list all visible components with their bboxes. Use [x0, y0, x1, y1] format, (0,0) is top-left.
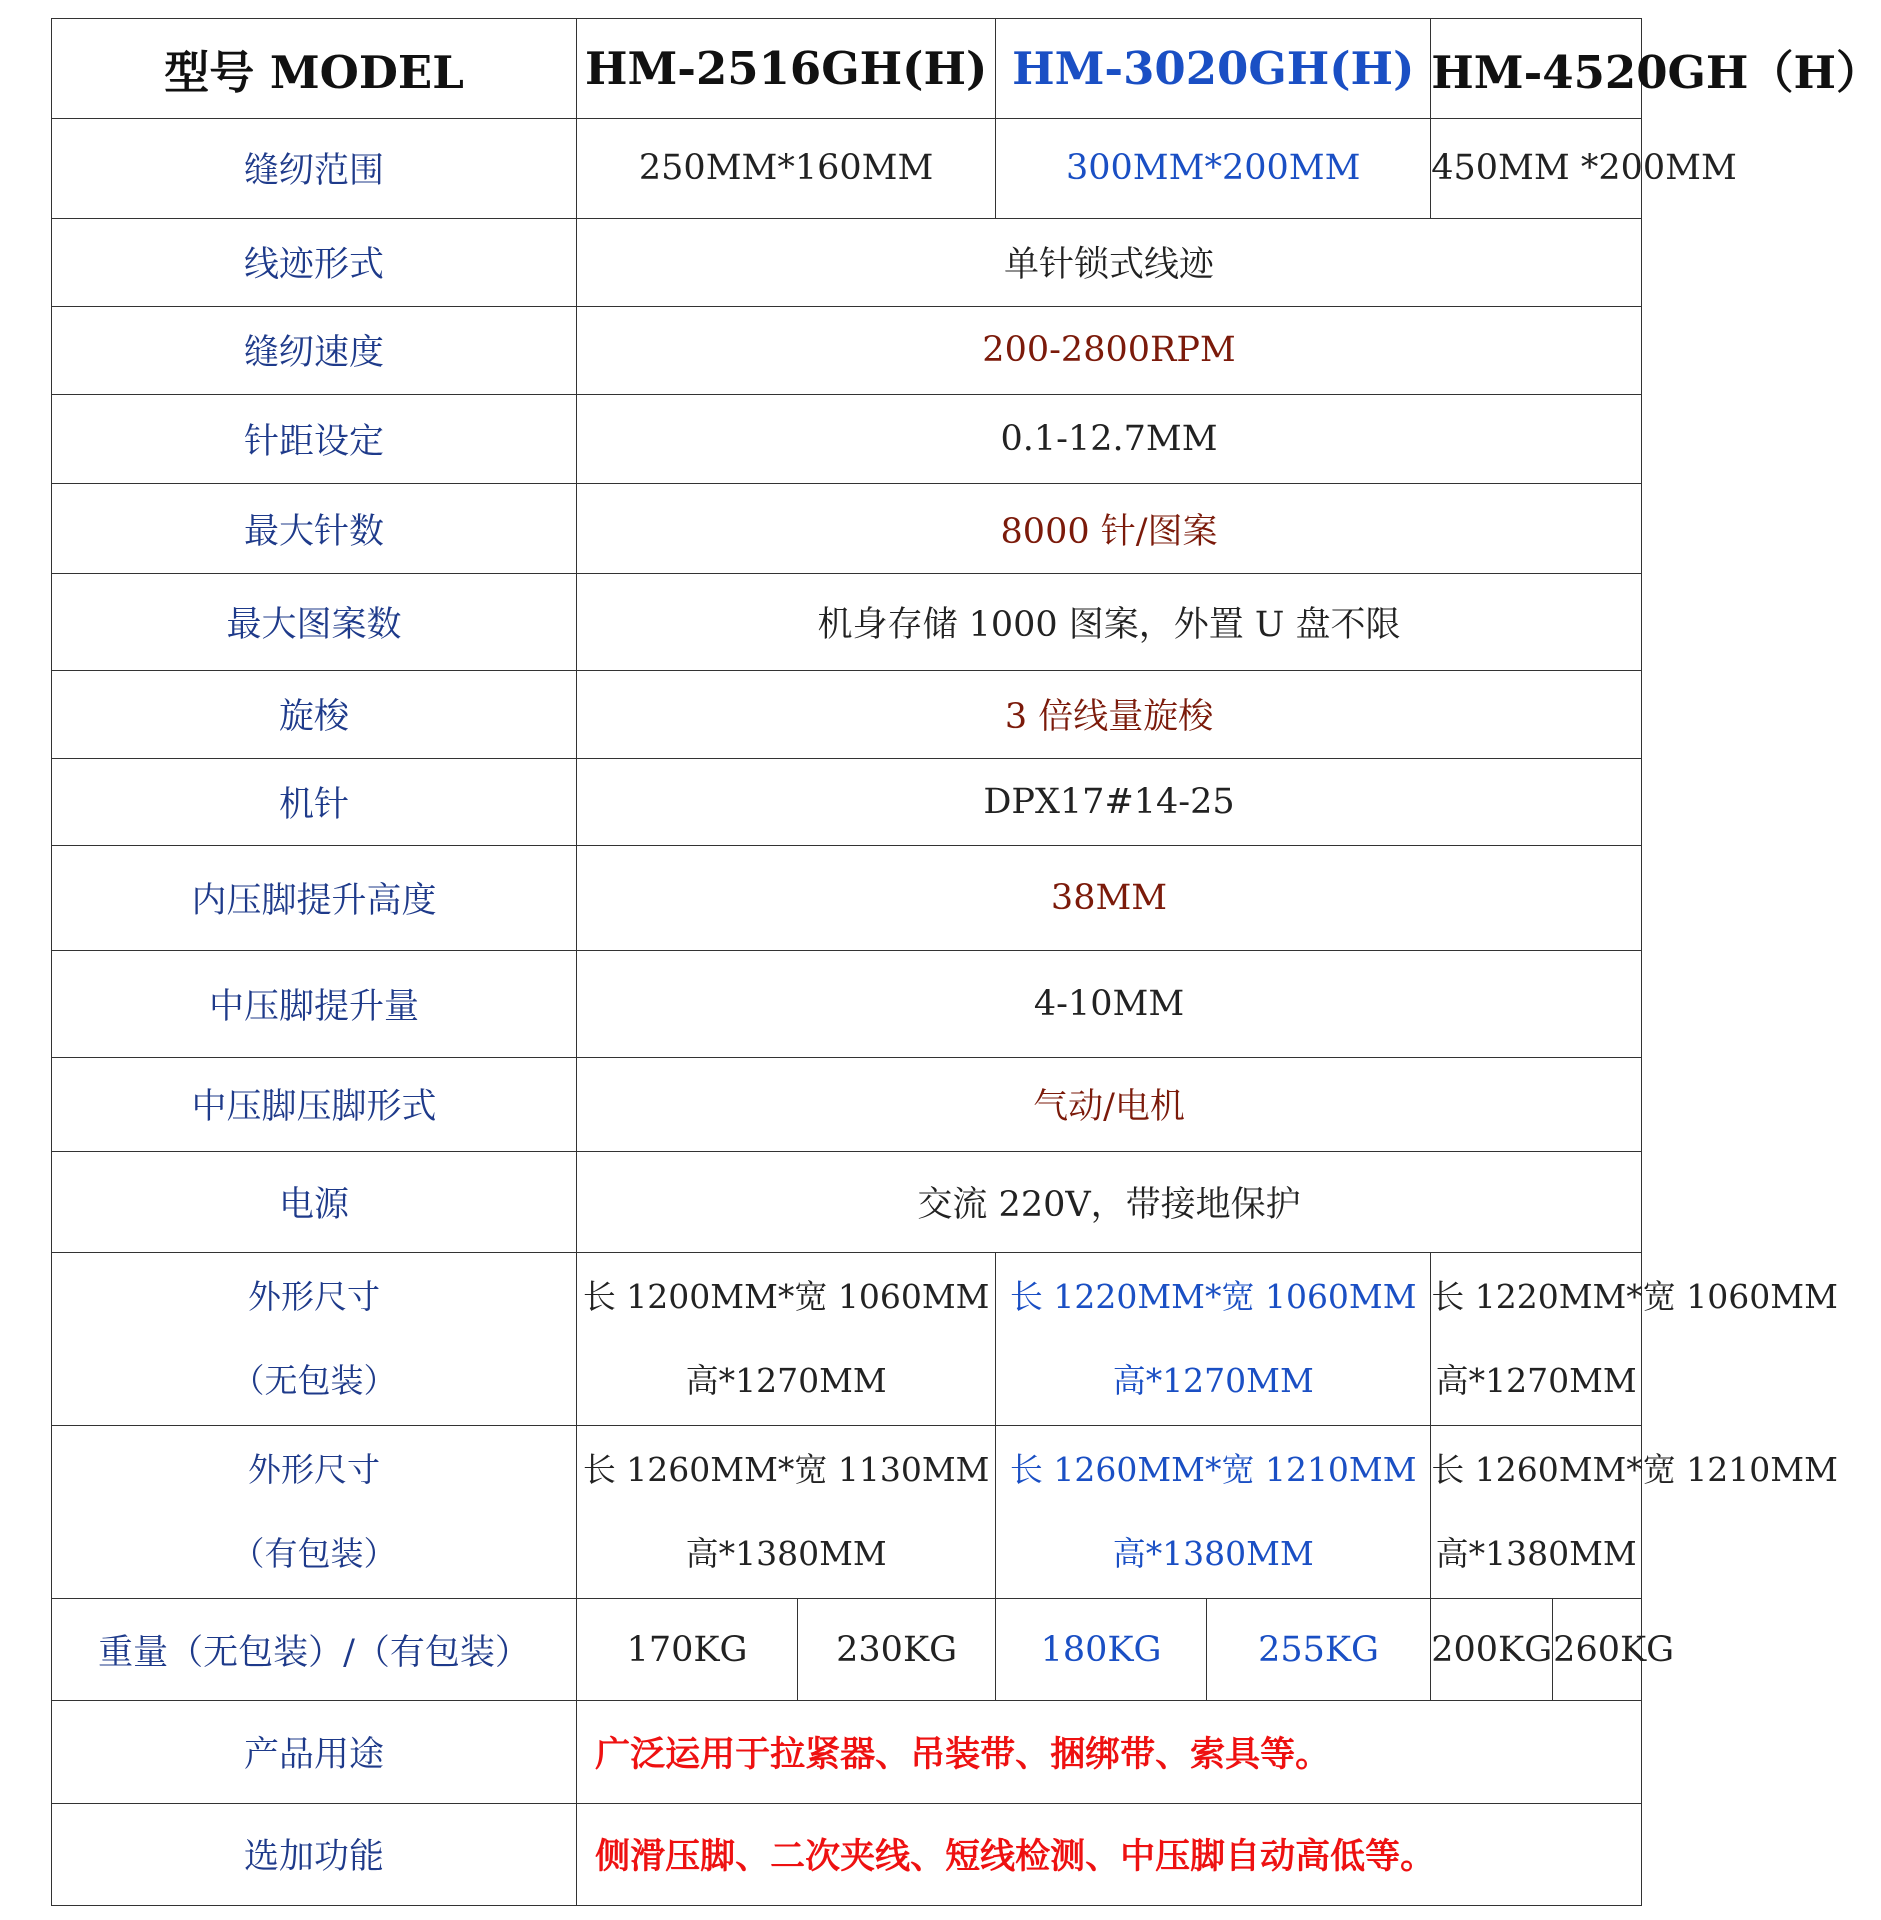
sewing-range-label: 缝纫范围 [52, 119, 577, 218]
row-power [52, 1151, 1642, 1252]
sewing-speed-label: 缝纫速度 [52, 306, 577, 394]
needle-label: 机针 [52, 758, 577, 845]
weight-4520-unpacked: 200KG [1431, 1599, 1553, 1700]
dims-packed-2516-line2: 高*1380MM [685, 1533, 887, 1573]
power-label: 电源 [52, 1151, 577, 1252]
row-max-patterns [52, 574, 1642, 670]
dims-unpacked-label-line1: 外形尺寸 [248, 1276, 381, 1316]
row-sewing-speed [52, 306, 1642, 394]
dims-packed-2516-line1: 长 1260MM*宽 1130MM [582, 1449, 990, 1489]
max-patterns-value: 机身存储 1000 图案，外置 U 盘不限 [577, 574, 1642, 670]
dims-unpacked-2516-line2: 高*1270MM [685, 1360, 887, 1400]
weight-2516-unpacked: 170KG [577, 1599, 798, 1701]
dims-unpacked-4520 [1431, 1253, 1838, 1425]
dims-packed-label [52, 1425, 577, 1598]
dims-packed-3020-line2: 高*1380MM [1112, 1533, 1314, 1573]
middle-presser-type-value: 气动/电机 [577, 1057, 1642, 1151]
model-header-2516: HM-2516GH(H) [577, 19, 996, 119]
dims-packed-4520 [1431, 1425, 1838, 1598]
row-stitch-length [52, 394, 1642, 483]
dims-unpacked-label [52, 1253, 577, 1425]
model-header-label: 型号 MODEL [52, 19, 577, 119]
row-middle-presser-type [52, 1057, 1642, 1151]
needle-value: DPX17#14-25 [577, 758, 1642, 845]
row-usage [52, 1701, 1642, 1803]
inner-presser-lift-label: 内压脚提升高度 [52, 846, 577, 951]
row-needle [52, 758, 1642, 845]
dims-packed-3020 [996, 1425, 1431, 1598]
weight-4520-packed: 260KG [1553, 1629, 1675, 1670]
usage-value: 广泛运用于拉紧器、吊装带、捆绑带、索具等。 [577, 1701, 1642, 1803]
dims-unpacked-2516-line1: 长 1200MM*宽 1060MM [582, 1276, 990, 1316]
shuttle-value: 3 倍线量旋梭 [577, 670, 1642, 758]
row-weight [52, 1599, 1642, 1701]
row-inner-presser-lift [52, 846, 1642, 951]
weight-3020-packed: 255KG [1206, 1599, 1430, 1701]
row-stitch-type [52, 218, 1642, 306]
max-patterns-label: 最大图案数 [52, 574, 577, 670]
dims-unpacked-3020 [996, 1253, 1431, 1425]
usage-label: 产品用途 [52, 1701, 577, 1803]
dims-unpacked-3020-line1: 长 1220MM*宽 1060MM [1009, 1276, 1417, 1316]
stitch-type-label: 线迹形式 [52, 218, 577, 306]
inner-presser-lift-value: 38MM [577, 846, 1642, 951]
header-row [52, 19, 1642, 119]
row-shuttle [52, 670, 1642, 758]
weight-4520-combined [1431, 1599, 1675, 1701]
sewing-speed-value: 200-2800RPM [577, 306, 1642, 394]
shuttle-label: 旋梭 [52, 670, 577, 758]
weight-2516-packed: 230KG [798, 1599, 996, 1701]
dims-unpacked-4520-line2: 高*1270MM [1435, 1360, 1637, 1400]
middle-presser-lift-value: 4-10MM [577, 951, 1642, 1057]
power-value: 交流 220V，带接地保护 [577, 1151, 1642, 1252]
weight-label: 重量（无包装）/（有包装） [52, 1599, 577, 1701]
weight-3020-unpacked: 180KG [996, 1599, 1207, 1701]
dims-unpacked-4520-line1: 长 1220MM*宽 1060MM [1431, 1276, 1838, 1316]
dims-packed-label-line2: （有包装） [231, 1533, 397, 1573]
row-options [52, 1803, 1642, 1905]
sewing-range-2516: 250MM*160MM [577, 119, 996, 218]
row-dims-packed [52, 1425, 1642, 1598]
max-stitches-value: 8000 针/图案 [577, 484, 1642, 574]
dims-packed-4520-line2: 高*1380MM [1435, 1533, 1637, 1573]
stitch-length-value: 0.1-12.7MM [577, 394, 1642, 483]
dims-unpacked-label-line2: （无包装） [231, 1360, 397, 1400]
middle-presser-lift-label: 中压脚提升量 [52, 951, 577, 1057]
model-header-3020: HM-3020GH(H) [996, 19, 1431, 119]
middle-presser-type-label: 中压脚压脚形式 [52, 1057, 577, 1151]
dims-unpacked-2516 [577, 1253, 996, 1425]
dims-packed-4520-line1: 长 1260MM*宽 1210MM [1431, 1449, 1838, 1489]
options-label: 选加功能 [52, 1803, 577, 1905]
dims-packed-label-line1: 外形尺寸 [248, 1449, 381, 1489]
row-dims-unpacked [52, 1253, 1642, 1425]
max-stitches-label: 最大针数 [52, 484, 577, 574]
stitch-length-label: 针距设定 [52, 394, 577, 483]
model-header-4520: HM-4520GH（H） [1431, 19, 1642, 119]
options-value: 侧滑压脚、二次夹线、短线检测、中压脚自动高低等。 [577, 1803, 1642, 1905]
dims-unpacked-3020-line2: 高*1270MM [1112, 1360, 1314, 1400]
spec-table [51, 18, 1881, 1906]
sewing-range-4520: 450MM *200MM [1431, 119, 1642, 218]
stitch-type-value: 单针锁式线迹 [577, 218, 1642, 306]
dims-packed-3020-line1: 长 1260MM*宽 1210MM [1009, 1449, 1417, 1489]
dims-packed-2516 [577, 1425, 996, 1598]
row-sewing-range [52, 119, 1642, 218]
row-max-stitches [52, 484, 1642, 574]
row-middle-presser-lift [52, 951, 1642, 1057]
sewing-range-3020: 300MM*200MM [996, 119, 1431, 218]
